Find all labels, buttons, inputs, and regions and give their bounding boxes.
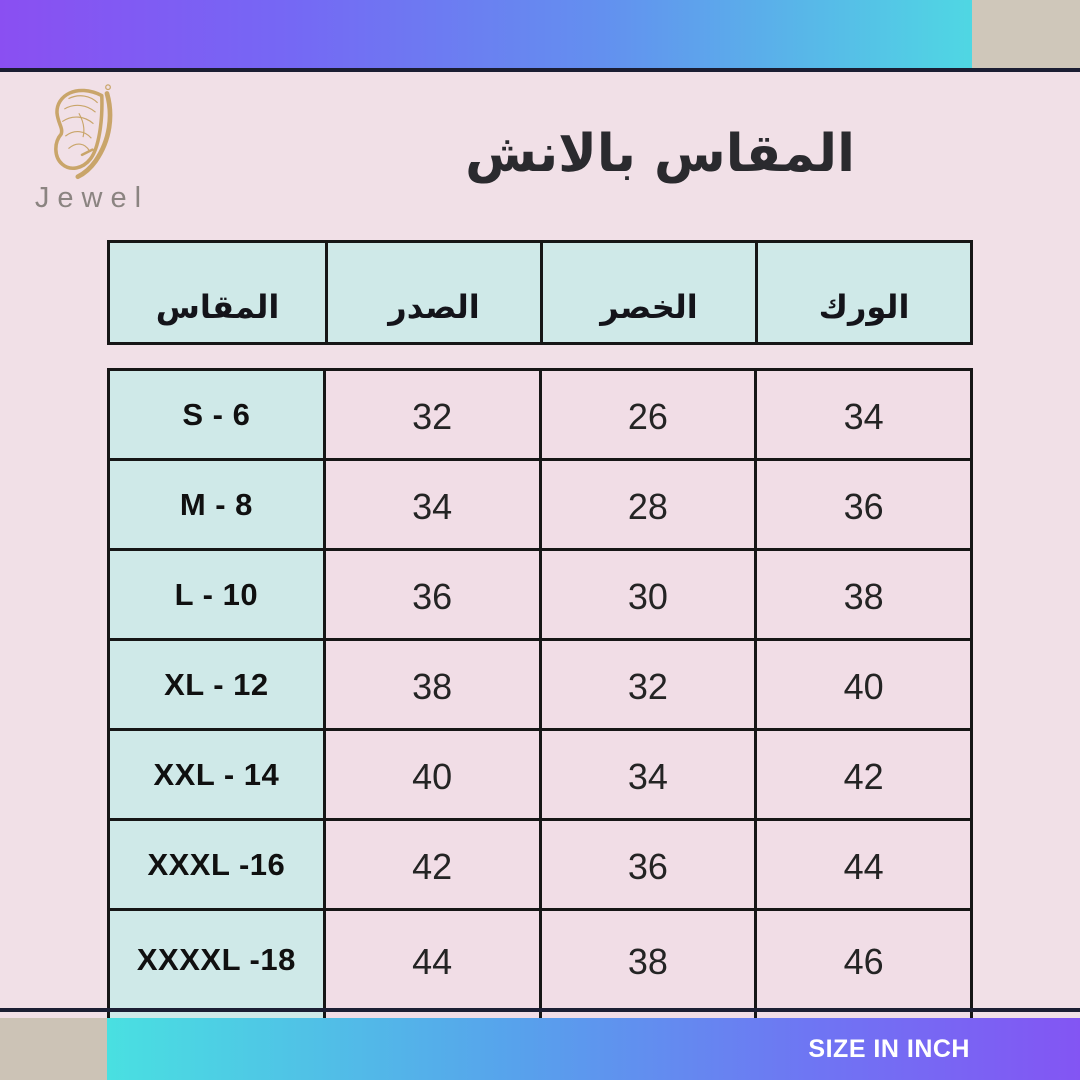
footer-label: SIZE IN INCH <box>808 1034 970 1063</box>
top-beige-block <box>972 0 1080 68</box>
waist-cell: 30 <box>539 551 755 638</box>
chest-cell: 32 <box>323 371 539 458</box>
header-cell-hip: الورك <box>755 243 970 342</box>
hip-cell: 44 <box>754 821 970 908</box>
bottom-beige-block <box>0 1018 107 1080</box>
waist-cell: 36 <box>539 821 755 908</box>
table-row <box>110 731 970 821</box>
waist-cell: 38 <box>539 911 755 1008</box>
size-cell: XXXL -16 <box>110 821 323 908</box>
size-cell: L - 10 <box>110 551 323 638</box>
chest-cell: 34 <box>323 461 539 548</box>
waist-cell: 32 <box>539 641 755 728</box>
butterfly-wing-icon <box>46 82 118 184</box>
waist-cell: 34 <box>539 731 755 818</box>
waist-cell: 28 <box>539 461 755 548</box>
chest-cell: 44 <box>323 911 539 1008</box>
bottom-divider-line <box>0 1008 1080 1012</box>
header-cell-chest: الصدر <box>325 243 540 342</box>
brand-name: Jewel <box>34 182 150 214</box>
hip-cell: 42 <box>754 731 970 818</box>
size-cell: XXL - 14 <box>110 731 323 818</box>
hip-cell: 38 <box>754 551 970 638</box>
chest-cell: 36 <box>323 551 539 638</box>
chest-cell: 42 <box>323 821 539 908</box>
table-row <box>110 641 970 731</box>
table-row <box>110 911 970 1011</box>
table-row <box>110 551 970 641</box>
table-row <box>110 821 970 911</box>
size-cell: S - 6 <box>110 371 323 458</box>
header-cell-waist: الخصر <box>540 243 755 342</box>
hip-cell: 46 <box>754 911 970 1008</box>
waist-cell: 26 <box>539 371 755 458</box>
hip-cell: 40 <box>754 641 970 728</box>
top-divider-line <box>0 68 1080 72</box>
size-table-body <box>107 368 973 1080</box>
size-cell: M - 8 <box>110 461 323 548</box>
hip-cell: 36 <box>754 461 970 548</box>
bottom-band <box>0 1018 1080 1080</box>
hip-cell: 34 <box>754 371 970 458</box>
top-gradient-bar <box>0 0 972 68</box>
size-cell: XL - 12 <box>110 641 323 728</box>
chest-cell: 40 <box>323 731 539 818</box>
size-cell: XXXXL -18 <box>110 911 323 1008</box>
page-title: المقاس بالانش <box>465 124 855 184</box>
bottom-gradient-bar <box>107 1018 1080 1080</box>
table-row <box>110 461 970 551</box>
size-table-header <box>107 240 973 345</box>
chest-cell: 38 <box>323 641 539 728</box>
header-cell-size: المقاس <box>155 288 280 326</box>
table-row <box>110 371 970 461</box>
